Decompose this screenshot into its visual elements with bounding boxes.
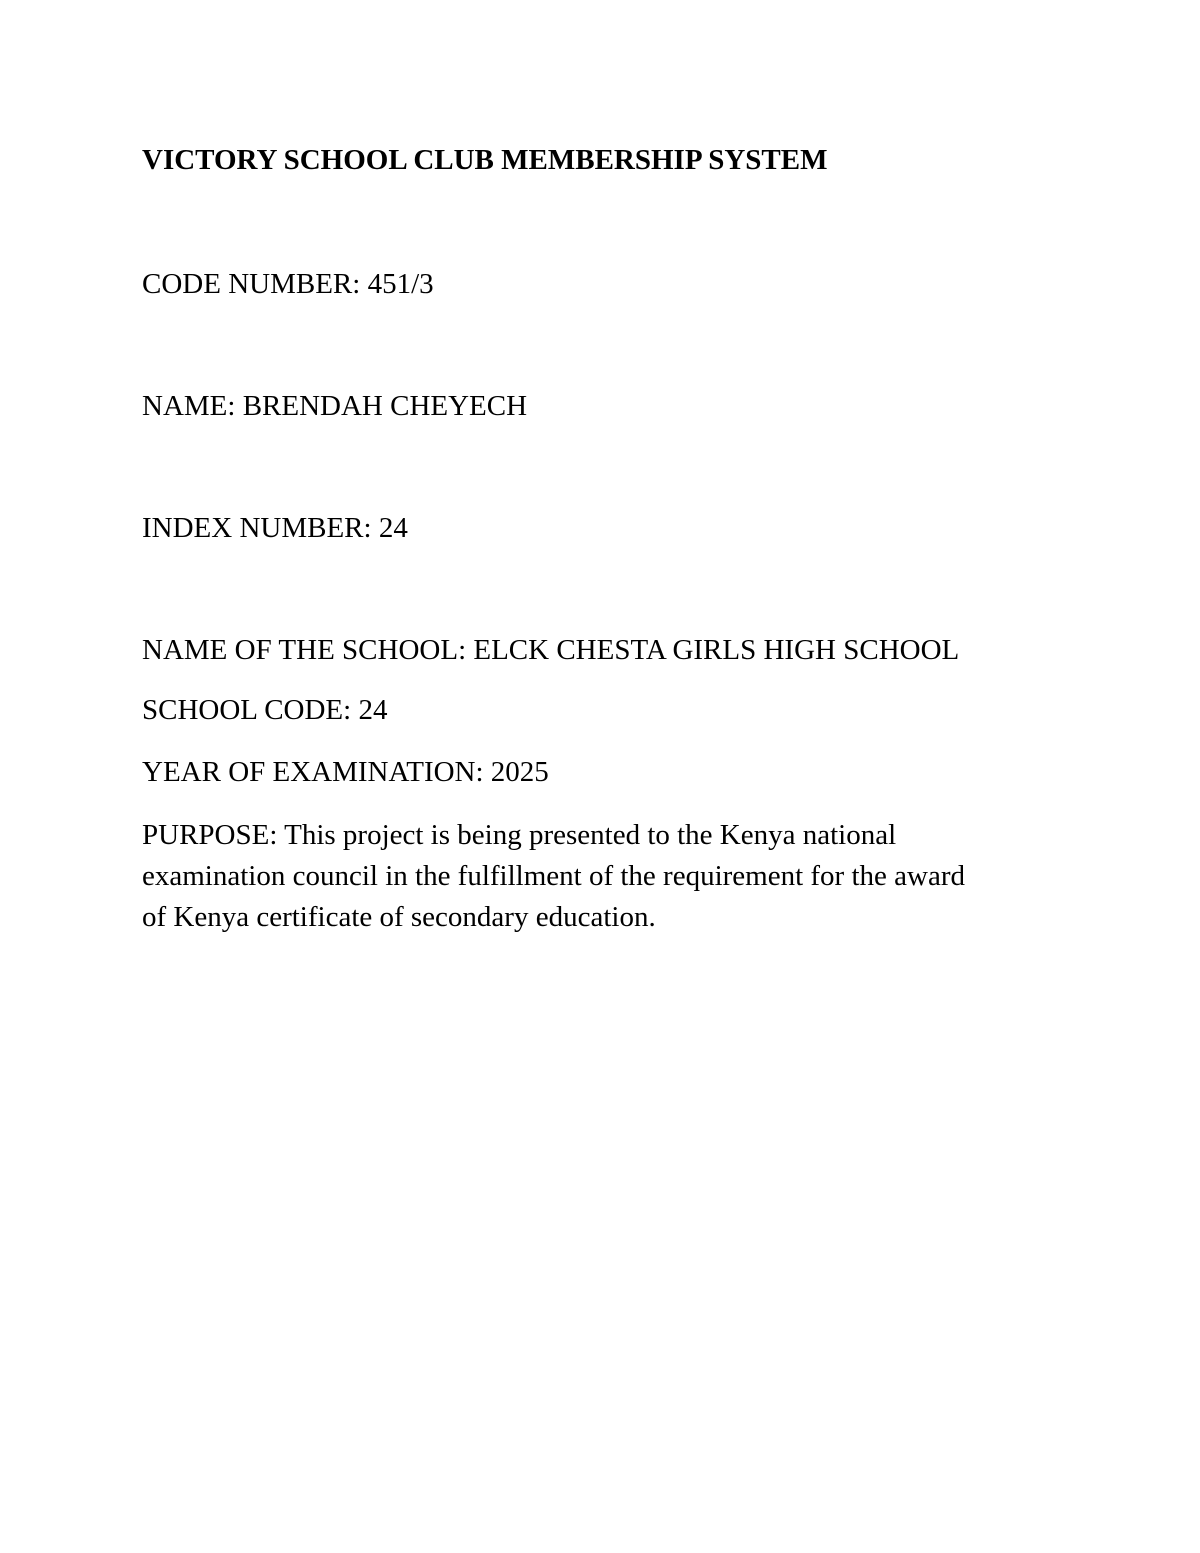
purpose-line: PURPOSE: This project is being presented to the Kenya national bbox=[142, 819, 897, 851]
school-name: NAME OF THE SCHOOL: ELCK CHESTA GIRLS HIGH SCHOOL bbox=[142, 634, 960, 666]
index-number: INDEX NUMBER: 24 bbox=[142, 512, 408, 544]
purpose-paragraph bbox=[142, 815, 1042, 938]
purpose-line: of Kenya certificate of secondary education. bbox=[142, 901, 656, 933]
document-title: VICTORY SCHOOL CLUB MEMBERSHIP SYSTEM bbox=[142, 144, 828, 176]
exam-year: YEAR OF EXAMINATION: 2025 bbox=[142, 756, 549, 788]
code-number: CODE NUMBER: 451/3 bbox=[142, 268, 434, 300]
student-name: NAME: BRENDAH CHEYECH bbox=[142, 390, 528, 422]
purpose-line: examination council in the fulfillment of the requirement for the award bbox=[142, 860, 965, 892]
school-code: SCHOOL CODE: 24 bbox=[142, 694, 388, 726]
